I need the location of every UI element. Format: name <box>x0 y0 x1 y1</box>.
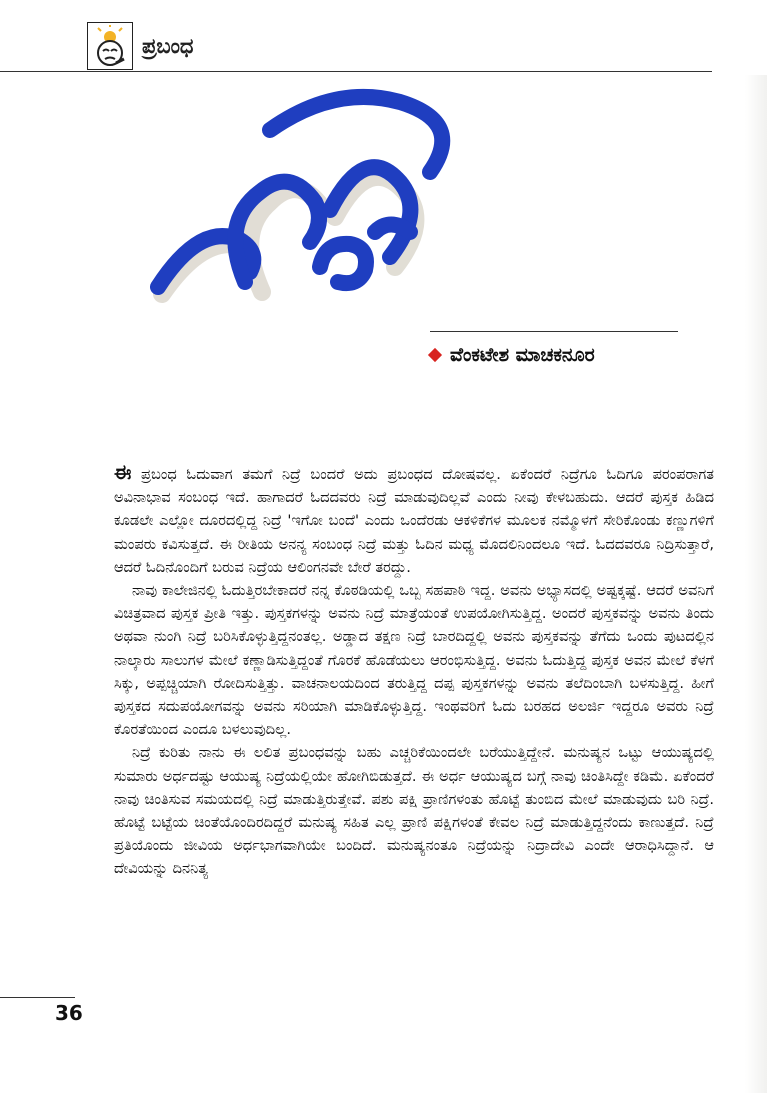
article-body <box>114 461 714 881</box>
section-logo <box>87 22 133 70</box>
page-number: 36 <box>55 1001 83 1025</box>
section-label: ಪ್ರಬಂಧ <box>142 34 194 58</box>
author-name: ವೆಂಕಟೇಶ ಮಾಚಕನೂರ <box>450 344 595 366</box>
paragraph-3: ನಿದ್ರೆ ಕುರಿತು ನಾನು ಈ ಲಲಿತ ಪ್ರಬಂಧವನ್ನು ಬಹು ಎಚ್ಚರಿಕೆಯಿಂದಲೇ ಬರೆಯುತ್ತಿದ್ದೇನೆ. ಮನುಷ್ಯನ ಒಟ್ಟು ಆಯುಷ್ಯದಲ್ಲಿ ಸುಮಾರು ಅರ್ಧದಷ್ಟು ಆಯುಷ್ಯ ನಿದ್ರೆಯಲ್ಲಿಯೇ ಹೋಗಿಬಿಡುತ್ತದೆ. ಈ ಅರ್ಧ ಆಯುಷ್ಯದ ಬಗ್ಗೆ ನಾವು ಚಿಂತಿಸಿದ್ದೇ ಕಡಿಮೆ. ಏಕೆಂದರೆ ನಾವು ಚಿಂತಿಸುವ ಸಮಯದಲ್ಲಿ ನಿದ್ರೆ ಮಾಡುತ್ತಿರುತ್ತೇವೆ. ಪಶು ಪಕ್ಷಿ ಪ್ರಾಣಿಗಳಂತು ಹೊಟ್ಟೆ ತುಂಬಿದ ಮೇಲೆ ಮಾಡುವುದು ಬರಿ ನಿದ್ರೆ. ಹೊಟ್ಟೆ ಬಟ್ಟೆಯ ಚಿಂತೆಯೊಂದಿರದಿದ್ದರೆ ಮನುಷ್ಯ ಸಹಿತ ಎಲ್ಲ ಪ್ರಾಣಿ ಪಕ್ಷಿಗಳಂತೆ ಕೇವಲ ನಿದ್ರೆ ಮಾಡುತ್ತಿದ್ದನೆಂದು ಕಾಣುತ್ತದೆ. ನಿದ್ರೆ ಪ್ರತಿಯೊಂದು ಜೀವಿಯ ಅರ್ಧಭಾಗವಾಗಿಯೇ ಬಂದಿದೆ. ಮನುಷ್ಯನಂತೂ ನಿದ್ರೆಯನ್ನು ನಿದ್ರಾದೇವಿ ಎಂದೇ ಆರಾಧಿಸಿದ್ದಾನೆ. ಆ ದೇವಿಯನ್ನು ದಿನನಿತ್ಯ <box>114 744 714 878</box>
header-rule <box>0 71 712 72</box>
paragraph-1 <box>114 461 714 579</box>
thinking-face-icon <box>90 25 130 67</box>
author-rule <box>430 331 678 332</box>
paragraph-text: ಪ್ರಬಂಧ ಓದುವಾಗ ತಮಗೆ ನಿದ್ರೆ ಬಂದರೆ ಅದು ಪ್ರಬಂಧದ ದೋಷವಲ್ಲ. ಏಕೆಂದರೆ ನಿದ್ರೆಗೂ ಓದಿಗೂ ಪರಂಪರಾಗತ ಅವಿನಾಭಾವ ಸಂಬಂಧ ಇದೆ. ಹಾಗಾದರೆ ಓದದವರು ನಿದ್ರೆ ಮಾಡುವುದಿಲ್ಲವೆ ಎಂದು ನೀವು ಕೇಳಬಹುದು. ಆದರೆ ಪುಸ್ತಕ ಹಿಡಿದ ಕೂಡಲೇ ಎಲ್ಲೋ ದೂರದಲ್ಲಿದ್ದ ನಿದ್ರೆ 'ಇಗೋ ಬಂದೆ' ಎಂದು ಒಂದೆರಡು ಆಕಳಿಕೆಗಳ ಮೂಲಕ ನಮ್ಮೊಳಗೆ ಸೇರಿಕೊಂಡು ಕಣ್ಣುಗಳಿಗೆ ಮಂಪರು ಕವಿಸುತ್ತದೆ. ಈ ರೀತಿಯ ಅನನ್ಯ ಸಂಬಂಧ ನಿದ್ರೆ ಮತ್ತು ಓದಿನ ಮಧ್ಯ ಮೊದಲಿನಿಂದಲೂ ಇದೆ. ಓದದವರೂ ನಿದ್ರಿಸುತ್ತಾರೆ, ಆದರೆ ಓದಿನೊಂದಿಗೆ ಬರುವ ನಿದ್ರೆಯ ಆಲಿಂಗನವೇ ಬೇರೆ ತರದ್ದು. <box>114 466 714 576</box>
author-byline <box>430 344 595 366</box>
title-calligraphy <box>150 82 490 312</box>
page-edge-shade <box>745 75 767 1093</box>
article-title <box>150 82 490 312</box>
paragraph-2: ನಾವು ಕಾಲೇಜಿನಲ್ಲಿ ಓದುತ್ತಿರಬೇಕಾದರೆ ನನ್ನ ಕೊಠಡಿಯಲ್ಲಿ ಒಬ್ಬ ಸಹಪಾಠಿ ಇದ್ದ. ಅವನು ಅಭ್ಯಾಸದಲ್ಲಿ ಅಷ್ಟಕ್ಕಷ್ಟೆ. ಆದರೆ ಅವನಿಗೆ ವಿಚಿತ್ರವಾದ ಪುಸ್ತಕ ಪ್ರೀತಿ ಇತ್ತು. ಪುಸ್ತಕಗಳನ್ನು ಅವನು ನಿದ್ರೆ ಮಾತ್ರೆಯಂತೆ ಉಪಯೋಗಿಸುತ್ತಿದ್ದ. ಅಂದರೆ ಪುಸ್ತಕವನ್ನು ಅವನು ತಿಂದು ಅಥವಾ ನುಂಗಿ ನಿದ್ರೆ ಬರಿಸಿಕೊಳ್ಳುತ್ತಿದ್ದನಂತಲ್ಲ. ಅಡ್ಡಾದ ತಕ್ಷಣ ನಿದ್ರೆ ಬಾರದಿದ್ದಲ್ಲಿ ಅವನು ಪುಸ್ತಕವನ್ನು ತೆಗೆದು ಒಂದು ಪುಟದಲ್ಲಿನ ನಾಲ್ಕಾರು ಸಾಲುಗಳ ಮೇಲೆ ಕಣ್ಣಾಡಿಸುತ್ತಿದ್ದಂತೆ ಗೊರಕೆ ಹೊಡೆಯಲು ಆರಂಭಿಸುತ್ತಿದ್ದ. ಅವನು ಓದುತ್ತಿದ್ದ ಪುಸ್ತಕ ಅವನ ಮೇಲೆ ಕೆಳಗೆ ಸಿಕ್ಕು, ಅಪ್ಪಚ್ಚಿಯಾಗಿ ರೋದಿಸುತ್ತಿತ್ತು. ವಾಚನಾಲಯದಿಂದ ತರುತ್ತಿದ್ದ ದಪ್ಪ ಪುಸ್ತಕಗಳನ್ನು ಅವನು ತಲೆದಿಂಬಾಗಿ ಬಳಸುತ್ತಿದ್ದ. ಹೀಗೆ ಪುಸ್ತಕದ ಸದುಪಯೋಗವನ್ನು ಅವನು ಸರಿಯಾಗಿ ಮಾಡಿಕೊಳ್ಳುತ್ತಿದ್ದ. ಇಂಥವರಿಗೆ ಓದು ಬರಹದ ಅಲರ್ಜಿ ಇದ್ದರೂ ಅವರು ನಿದ್ರೆ ಕೊರತೆಯಿಂದ ಎಂದೂ ಬಳಲುವುದಿಲ್ಲ. <box>114 582 714 739</box>
dropcap: ಈ <box>114 460 132 484</box>
footer-rule <box>0 997 75 998</box>
diamond-bullet-icon <box>428 348 442 362</box>
